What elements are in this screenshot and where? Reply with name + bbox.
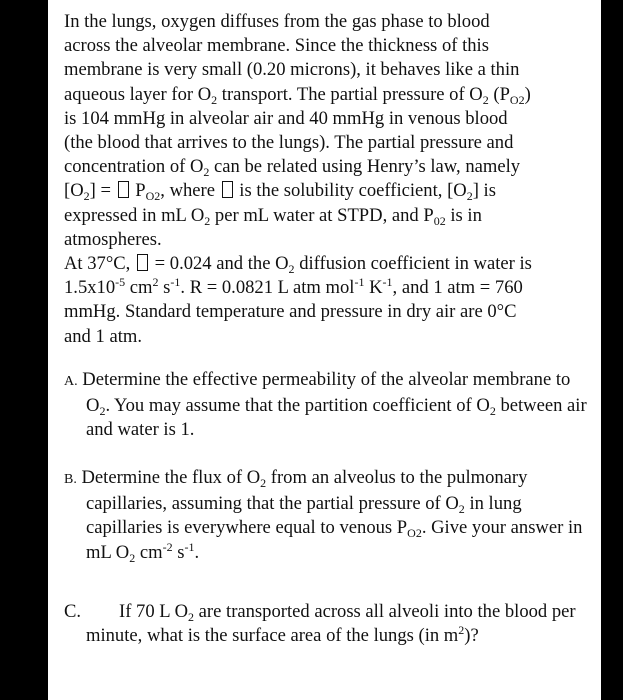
question-label: C. (64, 601, 82, 622)
question-a: A. Determine the effective permeability of the alveolar membrane to $O_2$. You may assume that the partition coefficient of $O_2$ between air and water is 1. (64, 369, 587, 441)
given-values: At 37°C, = 0.024 and the $O_2$ diffusion coefficient in water is $1.5x10^{-5}$ $cm^2$ $s^{-1}$. R = 0.0821 L atm mol$^{-1}$ $K^{-1}$, and 1 atm = 760 mmHg. Standard temperature and pressure in dry air are 0°C and 1 atm. (64, 253, 532, 347)
missing-glyph-box (118, 181, 129, 198)
missing-glyph-box (222, 181, 233, 198)
question-label: B. (64, 472, 77, 487)
document-page (48, 0, 601, 700)
question-label: A. (64, 374, 78, 389)
problem-intro: In the lungs, oxygen diffuses from the gas phase to blood across the alveolar membrane. Since the thickness of this membrane is very small (0.20 microns), it behaves like a thin aqueous layer for $O_2$ transport. The partial pressure of $O_2$ $(P_{O2})$ is 104 mmHg in alveolar air and 40 mmHg in venous blood (the blood that arrives to the lungs). The partial pressure and concentration of $O_2$ can be related using Henry’s law, namely $[O_2] = P_{O2}$, where is the solubility coefficient, $[O_2]$ is expressed in mL $O_2$ per mL water at STPD, and $P_{02}$ is in atmospheres. (64, 11, 531, 250)
question-b: B. Determine the flux of $O_2$ from an alveolus to the pulmonary capillaries, assuming that the partial pressure of $O_2$ in lung capillaries is everywhere equal to venous $P_{O2}$. Give your answer in mL $O_2$ $cm^{-2}$ $s^{-1}$. (64, 467, 583, 565)
question-c: C. If 70 L $O_2$ are transported across all alveoli into the blood per minute, what is the surface area of the lungs (in $m^2$)? (64, 601, 576, 647)
missing-glyph-box (137, 254, 148, 271)
